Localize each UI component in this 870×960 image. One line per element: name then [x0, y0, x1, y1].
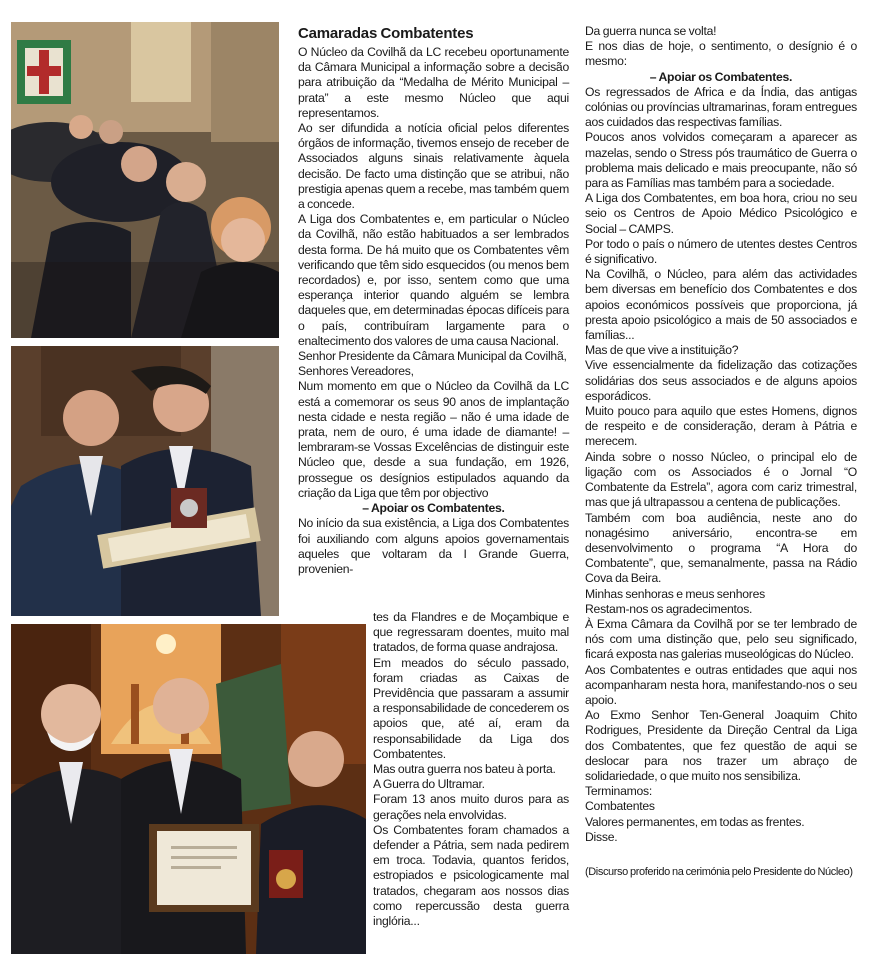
article-column-2 [585, 24, 857, 880]
paragraph: Aos Combatentes e outras entidades que aqui nos acompanharam nesta hora, manifestando-nos o seu apoio. [585, 662, 857, 707]
paragraph: Disse. [585, 829, 618, 844]
paragraph: O Núcleo da Covilhã da LC recebeu oportunamente da Câmara Municipal a informação sobre a decisão para atribuição da “Medalha de Mérito Municipal – prata” a este mesmo Núcleo que aqui representamos. [298, 45, 569, 120]
paragraph: Valores permanentes, em todas as frentes. [585, 814, 805, 829]
paragraph: Também com boa audiência, neste ano do nonagésimo aniversário, encontra-se em desenvolvimento o programa “A Hora do Combatente”, que, semanalmente, passa na Rádio Cova da Beira. [585, 510, 857, 586]
paragraph: Os regressados de Africa e da Índia, das antigas colónias ou províncias ultramarinas, foram entregues aos cuidados das respectivas famílias. [585, 84, 857, 130]
photo-audience [11, 22, 279, 338]
motto-line: – Apoiar os Combatentes. [362, 501, 505, 516]
paragraph: Senhor Presidente da Câmara Municipal da Covilhã, [298, 349, 567, 364]
paragraph: Poucos anos volvidos começaram a aparecer as mazelas, sendo o Stress pós traumático de Guerra o problema mais delicado e mais preocupante, não só para as Famílias mas também para a sociedade. [585, 130, 857, 191]
article-column-1-continued [373, 610, 569, 929]
paragraph: Terminamos: [585, 784, 653, 799]
paragraph: Combatentes [585, 799, 655, 814]
paragraph: Num momento em que o Núcleo da Covilhã da LC está a comemorar os seus 90 anos de implantação nesta cidade e nesta região – não é uma idade de prata, nem de ouro, é uma idade de diamante! – lembraram-se Vossas Excelências de distinguir este Núcleo que, desde a sua fundação, em 1926, prossegue os desígnios estipulados aquando da criação da Liga que têm por objectivo [298, 379, 569, 500]
article-title: Camaradas Combatentes [298, 25, 474, 42]
photo-two-men-medal [11, 346, 279, 616]
paragraph: Muito pouco para aquilo que estes Homens, dignos de respeito e de consideração, deram à Pátria e merecem. [585, 404, 857, 449]
paragraph: Ao ser difundida a notícia oficial pelos diferentes órgãos de informação, tivemos ensejo de receber de Associados alguns sinais relativamente àquela decisão. De facto uma distinção que se atribui, não prestigia apenas quem a recebe, mas também quem a concede. [298, 121, 569, 212]
paragraph: Ainda sobre o nosso Núcleo, o principal elo de ligação com os Associados é o Jornal “O Combatente da Estrela”, agora com cariz trimestral, mas que já ultrapassou a centena de publicações. [585, 449, 857, 510]
paragraph: Senhores Vereadores, [298, 364, 414, 379]
paragraph: Mas de que vive a instituição? [585, 343, 739, 358]
paragraph: Ao Exmo Senhor Ten-General Joaquim Chito Rodrigues, Presidente da Direção Central da Liga dos Combatentes, que fez questão de aqui se deslocar para nos trazer um abraço de solidariedade, o que muito nos sensibiliza. [585, 708, 857, 783]
photo-three-men-image [11, 624, 366, 954]
paragraph: À Exma Câmara da Covilhã por se ter lembrado de nós com uma distinção que, pelo seu significado, ficará exposta nas galerias museológicas do Núcleo. [585, 616, 857, 662]
speech-caption: (Discurso proferido na cerimónia pelo Presidente do Núcleo) [585, 865, 853, 878]
paragraph: E nos dias de hoje, o sentimento, o desígnio é o mesmo: [585, 39, 857, 69]
paragraph: A Liga dos Combatentes, em boa hora, criou no seu seio os Centros de Apoio Médico Psicológico e Social – CAMPS. [585, 191, 857, 236]
paragraph: Os Combatentes foram chamados a defender a Pátria, sem nada pedirem em troca. Todavia, quantos feridos, estropiados e psicologicamente mal tratados, chegaram aos nossos dias como repercussão desta guerra inglória... [373, 822, 569, 929]
paragraph: No início da sua existência, a Liga dos Combatentes foi auxiliando com alguns apoios governamentais aqueles que voltaram da I Grande Guerra, provenien- [298, 516, 569, 576]
paragraph: Da guerra nunca se volta! [585, 24, 717, 38]
paragraph: Foram 13 anos muito duros para as gerações nela envolvidas. [373, 792, 569, 822]
paragraph: Vive essencialmente da fidelização das cotizações solidárias dos seus associados e de alguns apoios esporádicos. [585, 358, 857, 403]
paragraph: A Liga dos Combatentes e, em particular o Núcleo da Covilhã, não estão habituados a ser lembrados desta forma. De há muito que os Combatentes vêm verificando que têm sido esquecidos (ou menos bem recordados) e, por isso, sentem como que uma esperança interior quando alguém se lembra daqueles que, em determinadas épocas difíceis para o país, contribuíram largamente para o enaltecimento dos valores de uma causa Nacional. [298, 212, 569, 348]
paragraph: Por todo o país o número de utentes destes Centros é significativo. [585, 236, 857, 267]
photo-two-men-image [11, 346, 279, 616]
article-column-1 [298, 24, 569, 577]
paragraph: tes da Flandres e de Moçambique e que regressaram doentes, muito mal tratados, de forma quase andrajosa. [373, 610, 569, 655]
paragraph: Mas outra guerra nos bateu à porta. [373, 762, 556, 777]
photo-three-men-diploma [11, 624, 366, 954]
paragraph: Restam-nos os agradecimentos. [585, 601, 753, 616]
paragraph: Em meados do século passado, foram criadas as Caixas de Previdência que passaram a assumir a responsabilidade de concederem os apoios que, até aí, eram da responsabilidade da Liga dos Combatentes. [373, 655, 569, 761]
paragraph: A Guerra do Ultramar. [373, 777, 485, 792]
paragraph: Na Covilhã, o Núcleo, para além das actividades bem diversas em benefício dos Combatentes e dos apoios económicos possíveis que proporciona, já presta apoio psicológico a mais de 50 associados e famílias... [585, 267, 857, 343]
motto-line: – Apoiar os Combatentes. [649, 69, 793, 84]
photo-audience-image [11, 22, 279, 338]
paragraph: Minhas senhoras e meus senhores [585, 586, 765, 601]
